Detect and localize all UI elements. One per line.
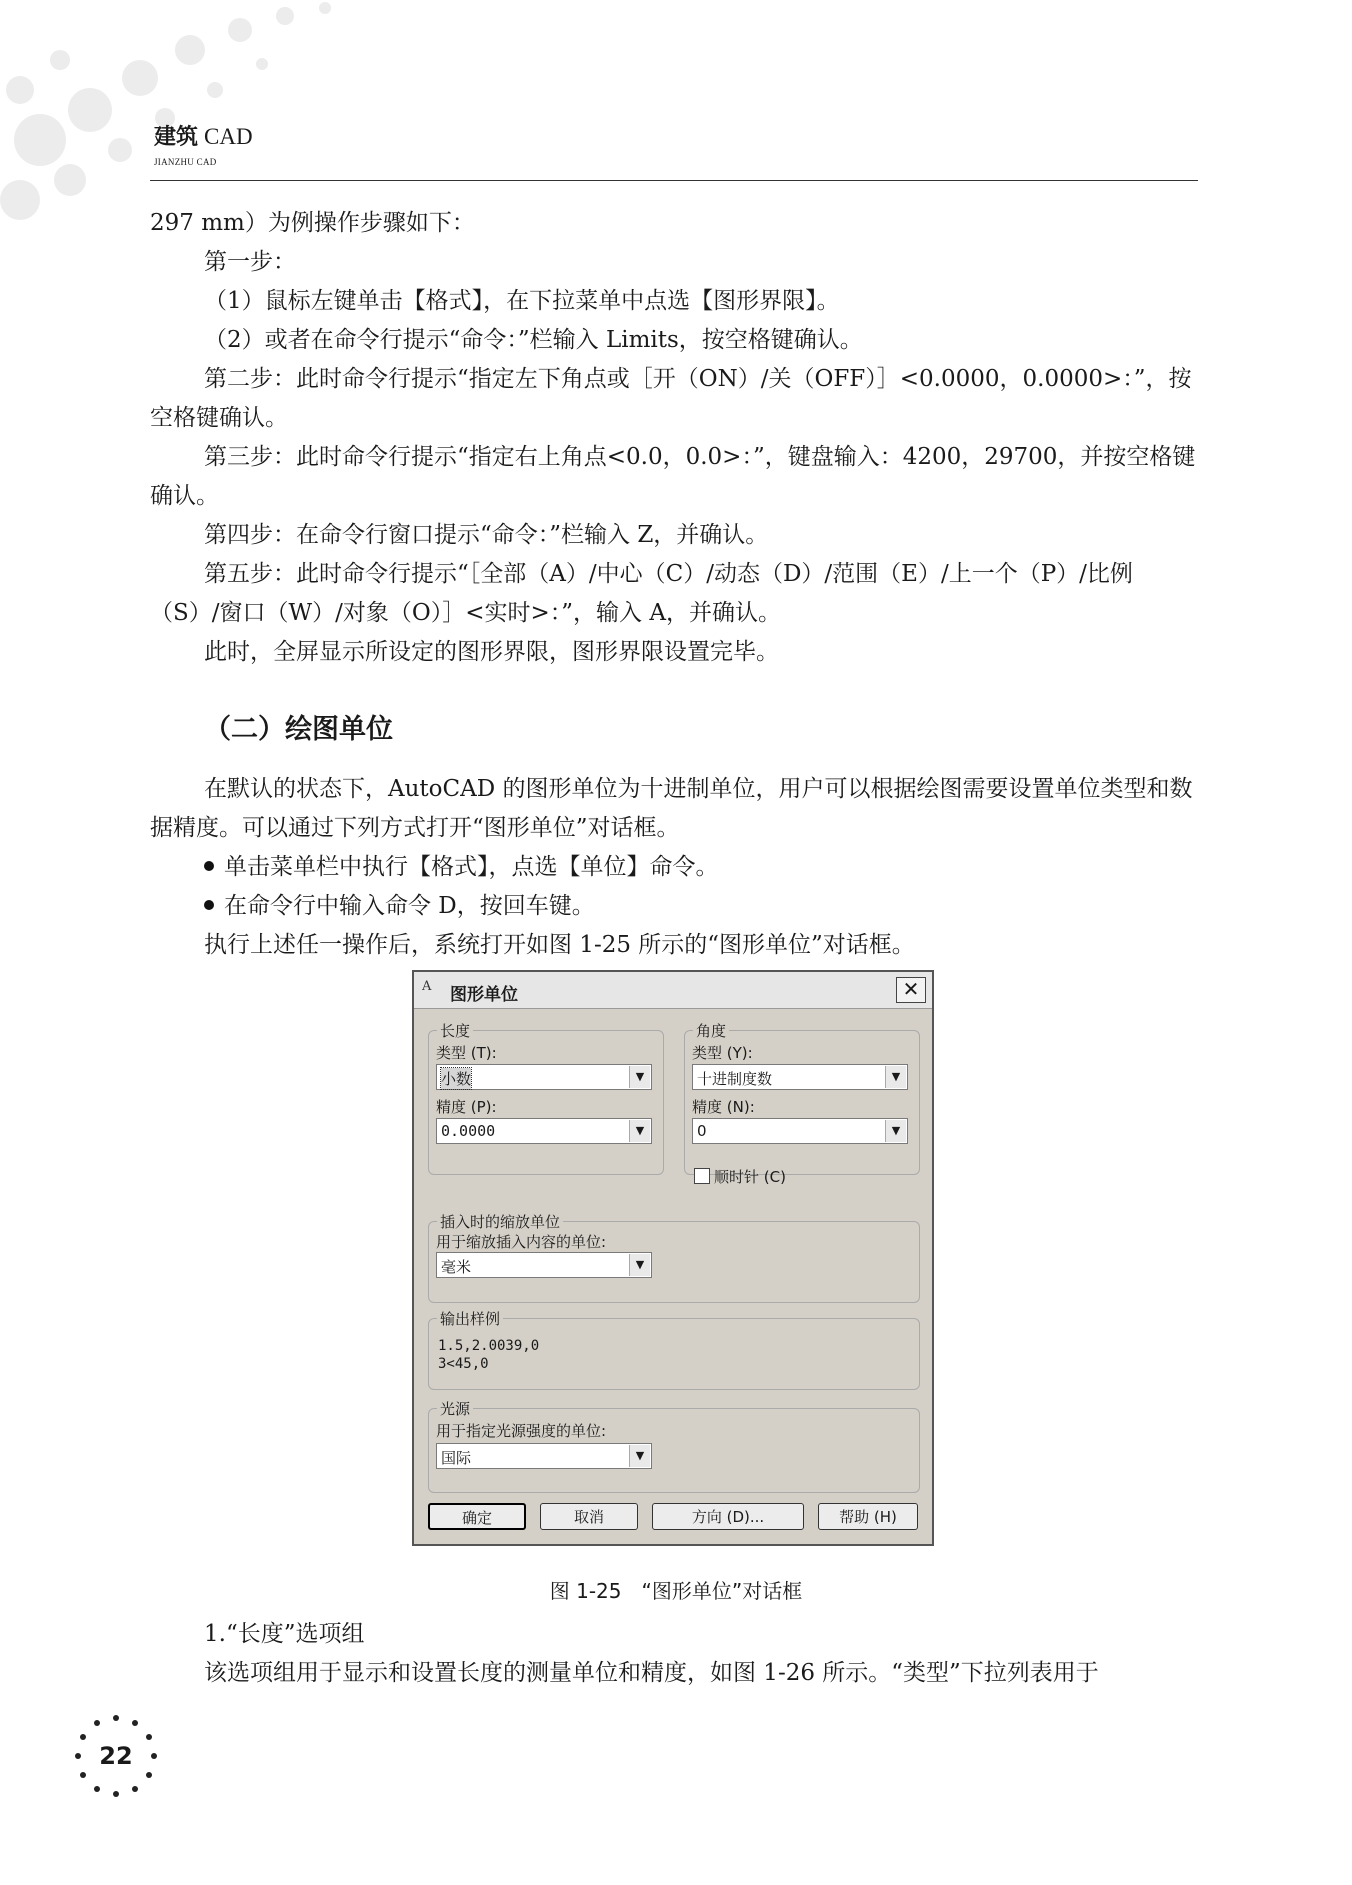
close-button[interactable]: ✕ (896, 977, 926, 1003)
length-group-label: 长度 (437, 1020, 473, 1041)
chevron-down-icon[interactable]: ▼ (629, 1445, 650, 1467)
bottom-text-block (150, 1615, 1198, 1693)
angle-precision-value: 0 (697, 1122, 707, 1140)
paragraph: 第一步： (204, 249, 296, 275)
clockwise-label[interactable]: 顺时针 (C) (714, 1168, 786, 1186)
clockwise-checkbox[interactable] (694, 1168, 710, 1184)
bullet-icon (204, 900, 214, 910)
ok-button[interactable]: 确定 (428, 1503, 526, 1530)
light-units-group-label: 光源 (437, 1398, 473, 1419)
angle-precision-label: 精度 (N): (692, 1098, 755, 1116)
bullet-text: 单击菜单栏中执行【格式】，点选【单位】命令。 (224, 854, 719, 880)
insert-units-group-label: 插入时的缩放单位 (437, 1211, 563, 1232)
page-number: 22 (99, 1742, 133, 1770)
dialog-titlebar[interactable] (414, 972, 932, 1009)
light-units-label: 用于指定光源强度的单位: (436, 1422, 607, 1440)
paragraph: 第三步：此时命令行提示“指定右上角点<0.0，0.0>：”，键盘输入：4200，29700，并按空格键确认。 (150, 444, 1196, 509)
mid-text-block (150, 770, 1198, 965)
cancel-button[interactable]: 取消 (540, 1503, 638, 1530)
autocad-logo-icon: A (422, 979, 432, 994)
sample-output-line: 3<45,0 (438, 1356, 489, 1372)
subsection-heading: 1.“长度”选项组 (204, 1621, 365, 1647)
decorative-dots (0, 0, 420, 230)
direction-button[interactable]: 方向 (D)... (652, 1503, 804, 1530)
help-button[interactable]: 帮助 (H) (818, 1503, 918, 1530)
bullet-item (150, 848, 1198, 887)
chevron-down-icon[interactable]: ▼ (885, 1066, 906, 1088)
angle-type-select[interactable] (692, 1064, 908, 1090)
angle-precision-select[interactable] (692, 1118, 908, 1144)
section-heading: （二）绘图单位 (204, 714, 393, 745)
paragraph: 此时，全屏显示所设定的图形界限，图形界限设置完毕。 (204, 639, 779, 665)
header-divider (150, 180, 1198, 181)
page-number-badge (70, 1710, 162, 1802)
top-text-block (150, 204, 1198, 672)
paragraph: 第四步：在命令行窗口提示“命令：”栏输入 Z，并确认。 (204, 522, 769, 548)
angle-type-value: 十进制度数 (697, 1070, 773, 1088)
dialog-title: 图形单位 (450, 985, 518, 1005)
header-title (154, 120, 253, 151)
paragraph: 297 mm）为例操作步骤如下： (150, 210, 475, 236)
angle-group-label: 角度 (693, 1020, 729, 1041)
length-precision-select[interactable] (436, 1118, 652, 1144)
length-type-value: 小数 (441, 1070, 472, 1088)
paragraph: 在默认的状态下，AutoCAD 的图形单位为十进制单位，用户可以根据绘图需要设置单位类型和数据精度。可以通过下列方式打开“图形单位”对话框。 (150, 776, 1193, 841)
chevron-down-icon[interactable]: ▼ (629, 1066, 650, 1088)
header-title-cn: 建筑 (154, 124, 199, 150)
insert-units-value: 毫米 (441, 1258, 472, 1276)
length-precision-label: 精度 (P): (436, 1098, 497, 1116)
sample-output-line: 1.5,2.0039,0 (438, 1338, 540, 1354)
paragraph: 该选项组用于显示和设置长度的测量单位和精度，如图 1-26 所示。“类型”下拉列表用于 (204, 1660, 1099, 1686)
header-subtitle: JIANZHU CAD (154, 157, 217, 167)
length-precision-value: 0.0000 (441, 1122, 496, 1140)
header-title-en: CAD (204, 124, 253, 149)
paragraph: 执行上述任一操作后，系统打开如图 1-25 所示的“图形单位”对话框。 (204, 932, 915, 958)
bullet-item (150, 887, 1198, 926)
length-type-select[interactable] (436, 1064, 652, 1090)
chevron-down-icon[interactable]: ▼ (629, 1254, 650, 1276)
bullet-icon (204, 861, 214, 871)
insert-units-select[interactable] (436, 1252, 652, 1278)
paragraph: 第五步：此时命令行提示“［全部（A）/中心（C）/动态（D）/范围（E）/上一个（P）/比例（S）/窗口（W）/对象（O）］<实时>：”，输入 A，并确认。 (150, 561, 1133, 626)
paragraph: （2）或者在命令行提示“命令：”栏输入 Limits，按空格键确认。 (204, 327, 863, 353)
chevron-down-icon[interactable]: ▼ (629, 1120, 650, 1142)
sample-output-group-label: 输出样例 (437, 1308, 503, 1329)
bullet-text: 在命令行中输入命令 D，按回车键。 (224, 893, 595, 919)
length-type-label: 类型 (T): (436, 1044, 497, 1062)
light-units-select[interactable] (436, 1443, 652, 1469)
chevron-down-icon[interactable]: ▼ (885, 1120, 906, 1142)
units-dialog (412, 970, 934, 1546)
light-units-value: 国际 (441, 1449, 472, 1467)
angle-type-label: 类型 (Y): (692, 1044, 753, 1062)
figure-caption: 图 1-25 “图形单位”对话框 (549, 1579, 803, 1603)
paragraph: （1）鼠标左键单击【格式】，在下拉菜单中点选【图形界限】。 (204, 288, 840, 314)
insert-units-label: 用于缩放插入内容的单位: (436, 1233, 607, 1251)
paragraph: 第二步：此时命令行提示“指定左下角点或［开（ON）/关（OFF）］<0.0000，0.0000>：”，按空格键确认。 (150, 366, 1192, 431)
